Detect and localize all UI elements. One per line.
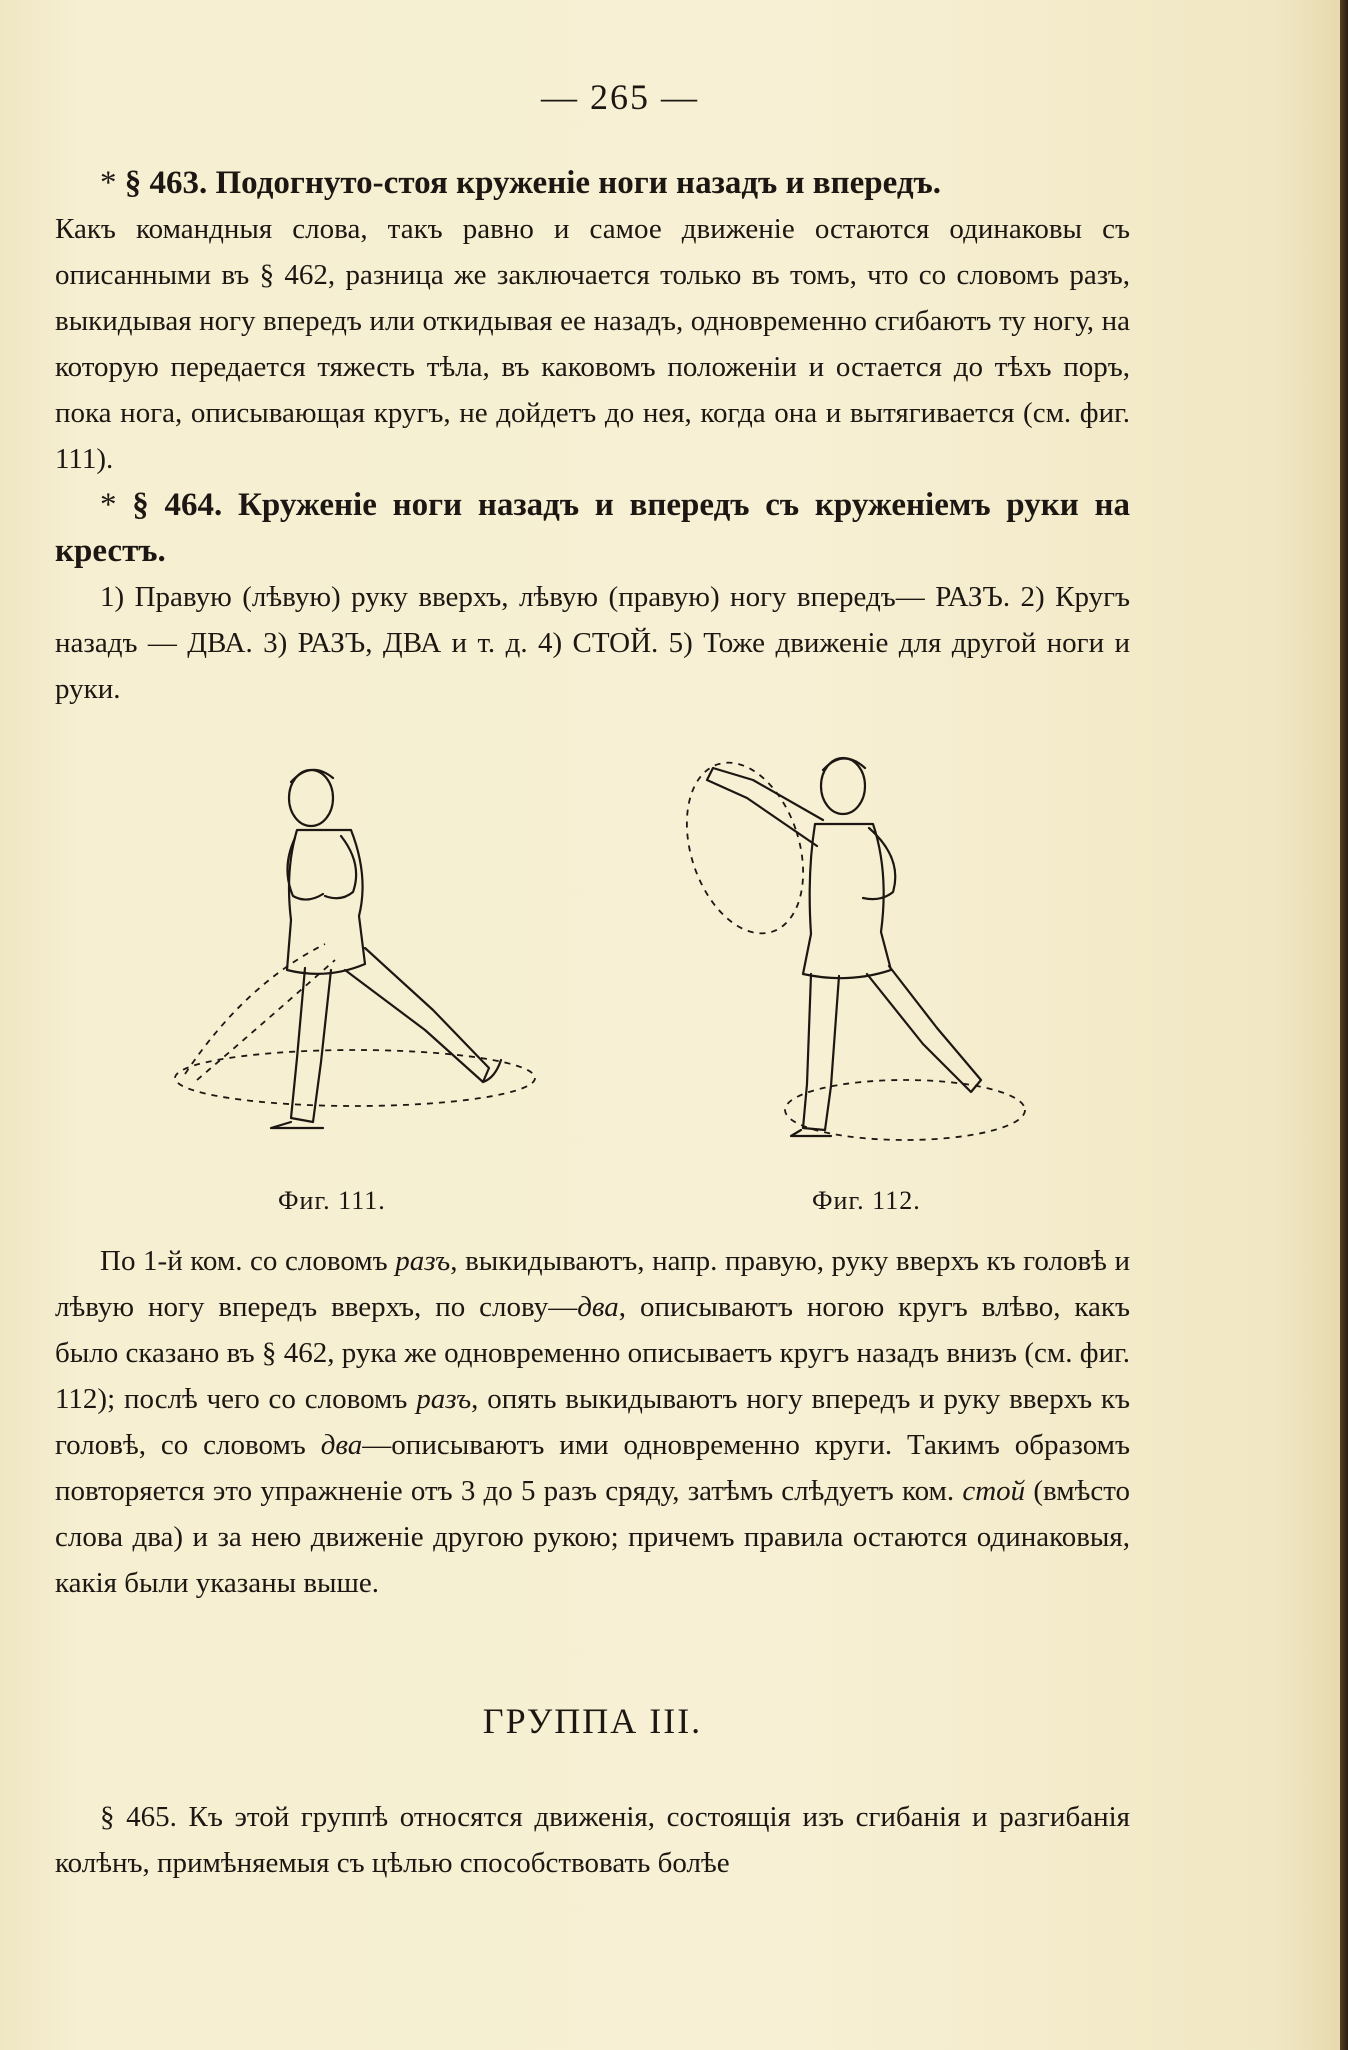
text-run: , опять выкидываютъ ногу впередъ и руку вверхъ къ головѣ, со словомъ bbox=[55, 1383, 1130, 1461]
figure-leg-circle-icon bbox=[145, 738, 545, 1168]
figures-row bbox=[55, 738, 1130, 1238]
figure-112 bbox=[655, 738, 1035, 1168]
command-word: стой bbox=[962, 1475, 1026, 1507]
text-run: , описываютъ ногою кругъ влѣво, какъ было сказано въ § 462, рука же одновременно описываетъ кругъ назадъ внизъ (см. фиг. 112); послѣ чего со словомъ bbox=[55, 1291, 1130, 1415]
section-463-asterisk: * bbox=[100, 165, 117, 201]
command-word: два bbox=[577, 1291, 619, 1323]
page-content bbox=[55, 160, 1130, 1886]
section-464-heading bbox=[55, 482, 1130, 574]
figure-explanation-paragraph bbox=[55, 1238, 1130, 1606]
text-run: По 1-й ком. со словомъ bbox=[100, 1245, 396, 1277]
section-463-text: Какъ командныя слова, такъ равно и самое движеніе остаются одинаковы съ описанными въ § 462, разница же заключается только въ томъ, что со словомъ разъ, выкидывая ногу впередъ или откидывая ее назадъ, одновременно сгибаютъ ту ногу, на которую передается тяжесть тѣла, въ каковомъ положеніи и остается до тѣхъ поръ, пока нога, описывающая кругъ, не дойдетъ до нея, когда она и вытягивается (см. фиг. 111). bbox=[55, 213, 1130, 475]
section-463-heading bbox=[55, 160, 1130, 206]
text-run: , выкидываютъ, напр. правую, руку вверхъ къ головѣ и лѣвую ногу впередъ вверхъ, по слову— bbox=[55, 1245, 1130, 1323]
command-word: разъ bbox=[395, 1245, 451, 1277]
section-464-asterisk: * bbox=[100, 487, 117, 523]
figure-112-caption: Фиг. 112. bbox=[812, 1186, 921, 1215]
command-word: разъ bbox=[416, 1383, 472, 1415]
section-465-text: § 465. Къ этой группѣ относятся движенія, состоящія изъ сгибанія и разгибанія колѣнъ, примѣняемыя съ цѣлью способствовать болѣе bbox=[55, 1801, 1130, 1879]
figure-arm-leg-circle-icon bbox=[655, 738, 1035, 1168]
section-463-title: § 463. Подогнуто-стоя круженіе ноги назадъ и впередъ. bbox=[124, 165, 942, 201]
text-run: (вмѣсто слова два) и за нею движеніе другою рукою; причемъ правила остаются одинаковыя, какія были указаны выше. bbox=[55, 1475, 1130, 1599]
text-run: —описываютъ ими одновременно круги. Такимъ образомъ повторяется это упражненіе отъ 3 до 5 разъ сряду, затѣмъ слѣдуетъ ком. bbox=[55, 1429, 1130, 1507]
group-heading: ГРУППА III. bbox=[482, 1701, 703, 1741]
figure-111 bbox=[145, 738, 545, 1168]
command-word: два bbox=[320, 1429, 363, 1461]
section-464-title: § 464. Круженіе ноги назадъ и впередъ съ круженіемъ руки на крестъ. bbox=[55, 487, 1131, 569]
section-464-text: 1) Правую (лѣвую) руку вверхъ, лѣвую (правую) ногу впередъ— РАЗЪ. 2) Кругъ назадъ — ДВА. 3) РАЗЪ, ДВА и т. д. 4) СТОЙ. 5) Тоже движеніе для другой ноги и руки. bbox=[55, 581, 1130, 705]
page-edge bbox=[1340, 0, 1348, 2050]
figure-111-caption: Фиг. 111. bbox=[278, 1186, 386, 1215]
page-number: — 265 — bbox=[541, 77, 699, 117]
